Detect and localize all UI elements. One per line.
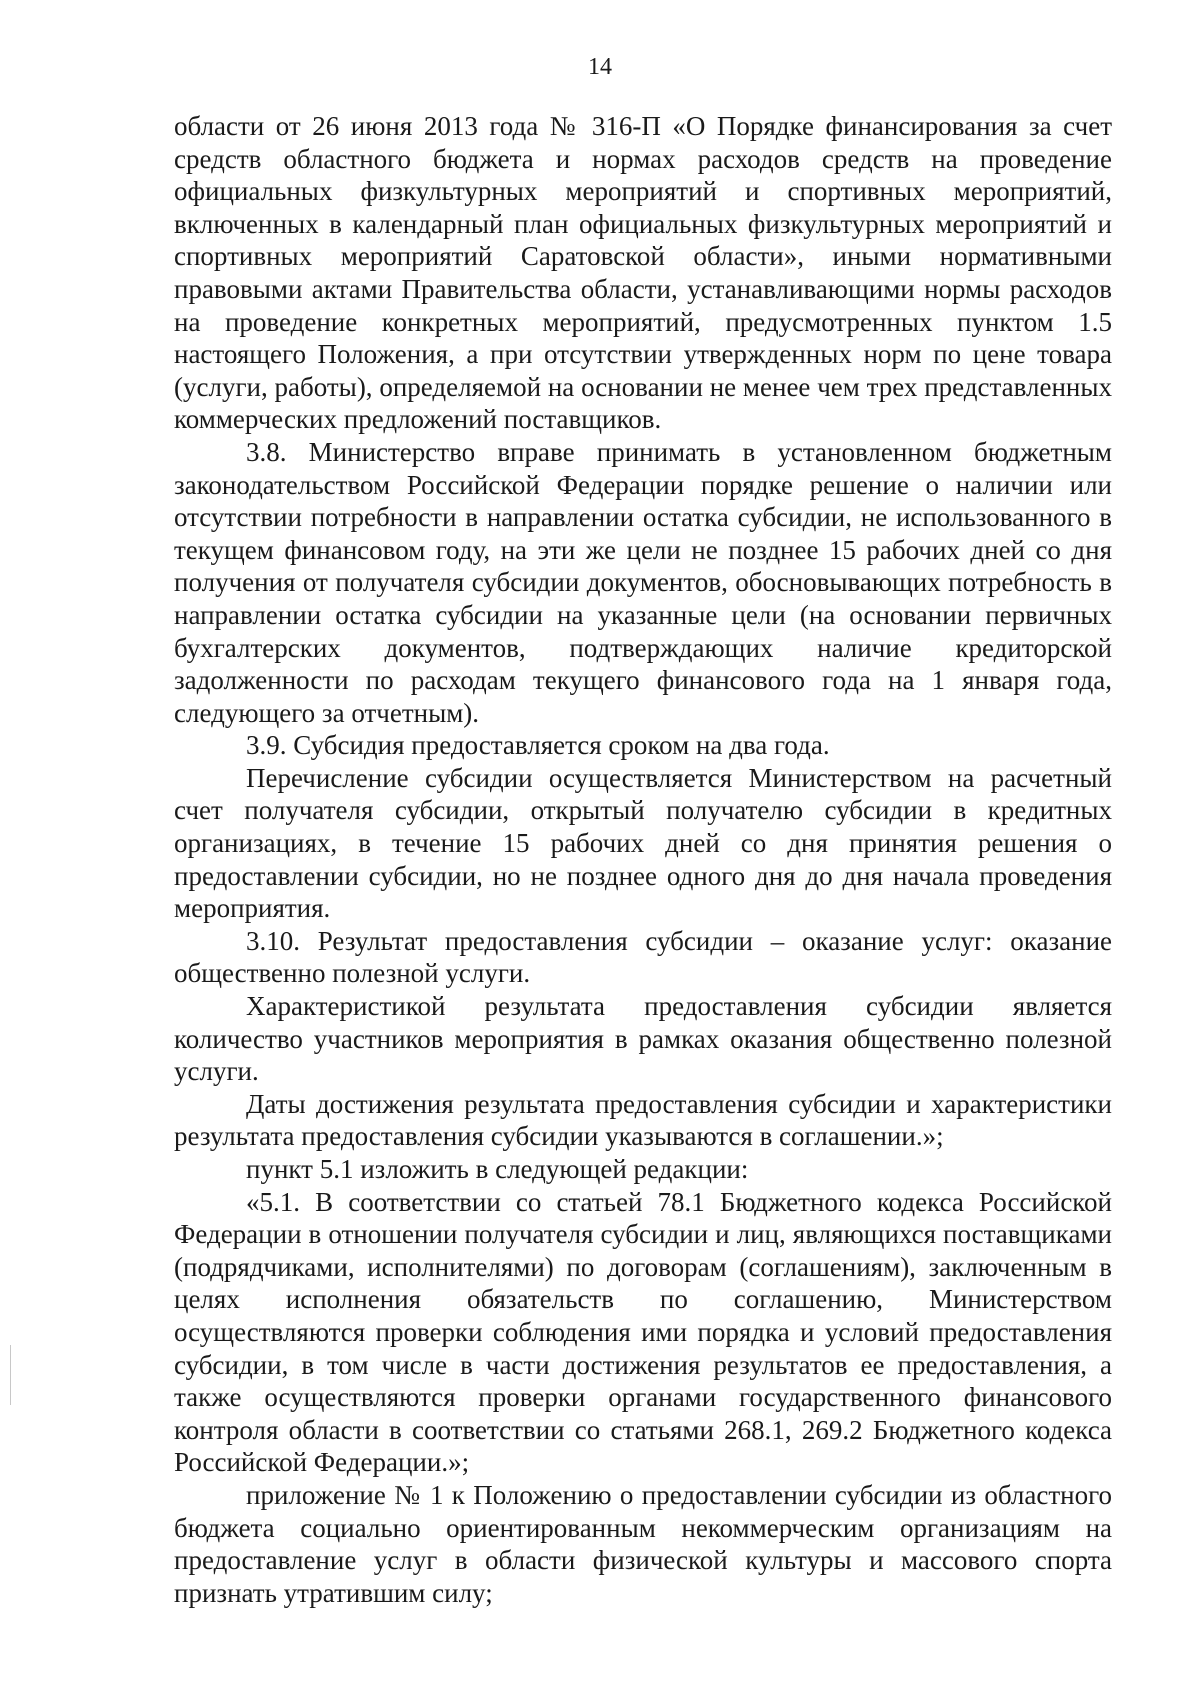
- paragraph-dates: Даты достижения результата предоставления субсидии и характеристики результата предоставления субсидии указываются в соглашении.»;: [174, 1088, 1112, 1152]
- paragraph-transfer: Перечисление субсидии осуществляется Министерством на расчетный счет получателя субсидии, открытый получателю субсидии в кредитных организациях, в течение 15 рабочих дней со дня принятия решения о предоставлении субсидии, но не позднее одного дня до дня начала проведения мероприятия.: [174, 762, 1112, 924]
- paragraph-continuation: области от 26 июня 2013 года № 316-П «О Порядке финансирования за счет средств областного бюджета и нормах расходов средств на проведение официальных физкультурных мероприятий и спортивных мероприятий, включенных в календарный план официальных физкультурных мероприятий и спортивных мероприятий Саратовской области», иными нормативными правовыми актами Правительства области, устанавливающими нормы расходов на проведение конкретных мероприятий, предусмотренных пунктом 1.5 настоящего Положения, а при отсутствии утвержденных норм по цене товара (услуги, работы), определяемой на основании не менее чем трех представленных коммерческих предложений поставщиков.: [174, 111, 1112, 435]
- paragraph-5-1: «5.1. В соответствии со статьей 78.1 Бюджетного кодекса Российской Федерации в отношении получателя субсидии и лиц, являющихся поставщиками (подрядчиками, исполнителями) по договорам (соглашениям), заключенным в целях исполнения обязательств по соглашению, Министерством осуществляются проверки соблюдения ими порядка и условий предоставления субсидии, в том числе в части достижения результатов ее предоставления, а также осуществляются проверки органами государственного финансового контроля области в соответствии со статьями 268.1, 269.2 Бюджетного кодекса Российской Федерации.»;: [174, 1186, 1112, 1478]
- document-body: [174, 110, 1112, 1609]
- paragraph-appendix-1: приложение № 1 к Положению о предоставлении субсидии из областного бюджета социально ориентированным некоммерческим организациям на предоставление услуг в области физической культуры и массового спорта признать утратившим силу;: [174, 1479, 1112, 1608]
- paragraph-item-5-1-intro: пункт 5.1 изложить в следующей редакции:: [246, 1154, 749, 1184]
- page-number: 14: [588, 54, 612, 80]
- paragraph-3-10: 3.10. Результат предоставления субсидии – оказание услуг: оказание общественно полезной услуги.: [174, 925, 1112, 989]
- scan-edge-mark: [10, 1345, 11, 1405]
- paragraph-3-9: 3.9. Субсидия предоставляется сроком на два года.: [246, 730, 830, 761]
- paragraph-3-8: 3.8. Министерство вправе принимать в установленном бюджетным законодательством Российской Федерации порядке решение о наличии или отсутствии потребности в направлении остатка субсидии, не использованного в текущем финансовом году, на эти же цели не позднее 15 рабочих дней со дня получения от получателя субсидии документов, обосновывающих потребность в направлении остатка субсидии на указанные цели (на основании первичных бухгалтерских документов, подтверждающих наличие кредиторской задолженности по расходам текущего финансового года на 1 января года, следующего за отчетным).: [174, 436, 1112, 728]
- paragraph-characteristic: Характеристикой результата предоставления субсидии является количество участников мероприятия в рамках оказания общественно полезной услуги.: [174, 991, 1112, 1087]
